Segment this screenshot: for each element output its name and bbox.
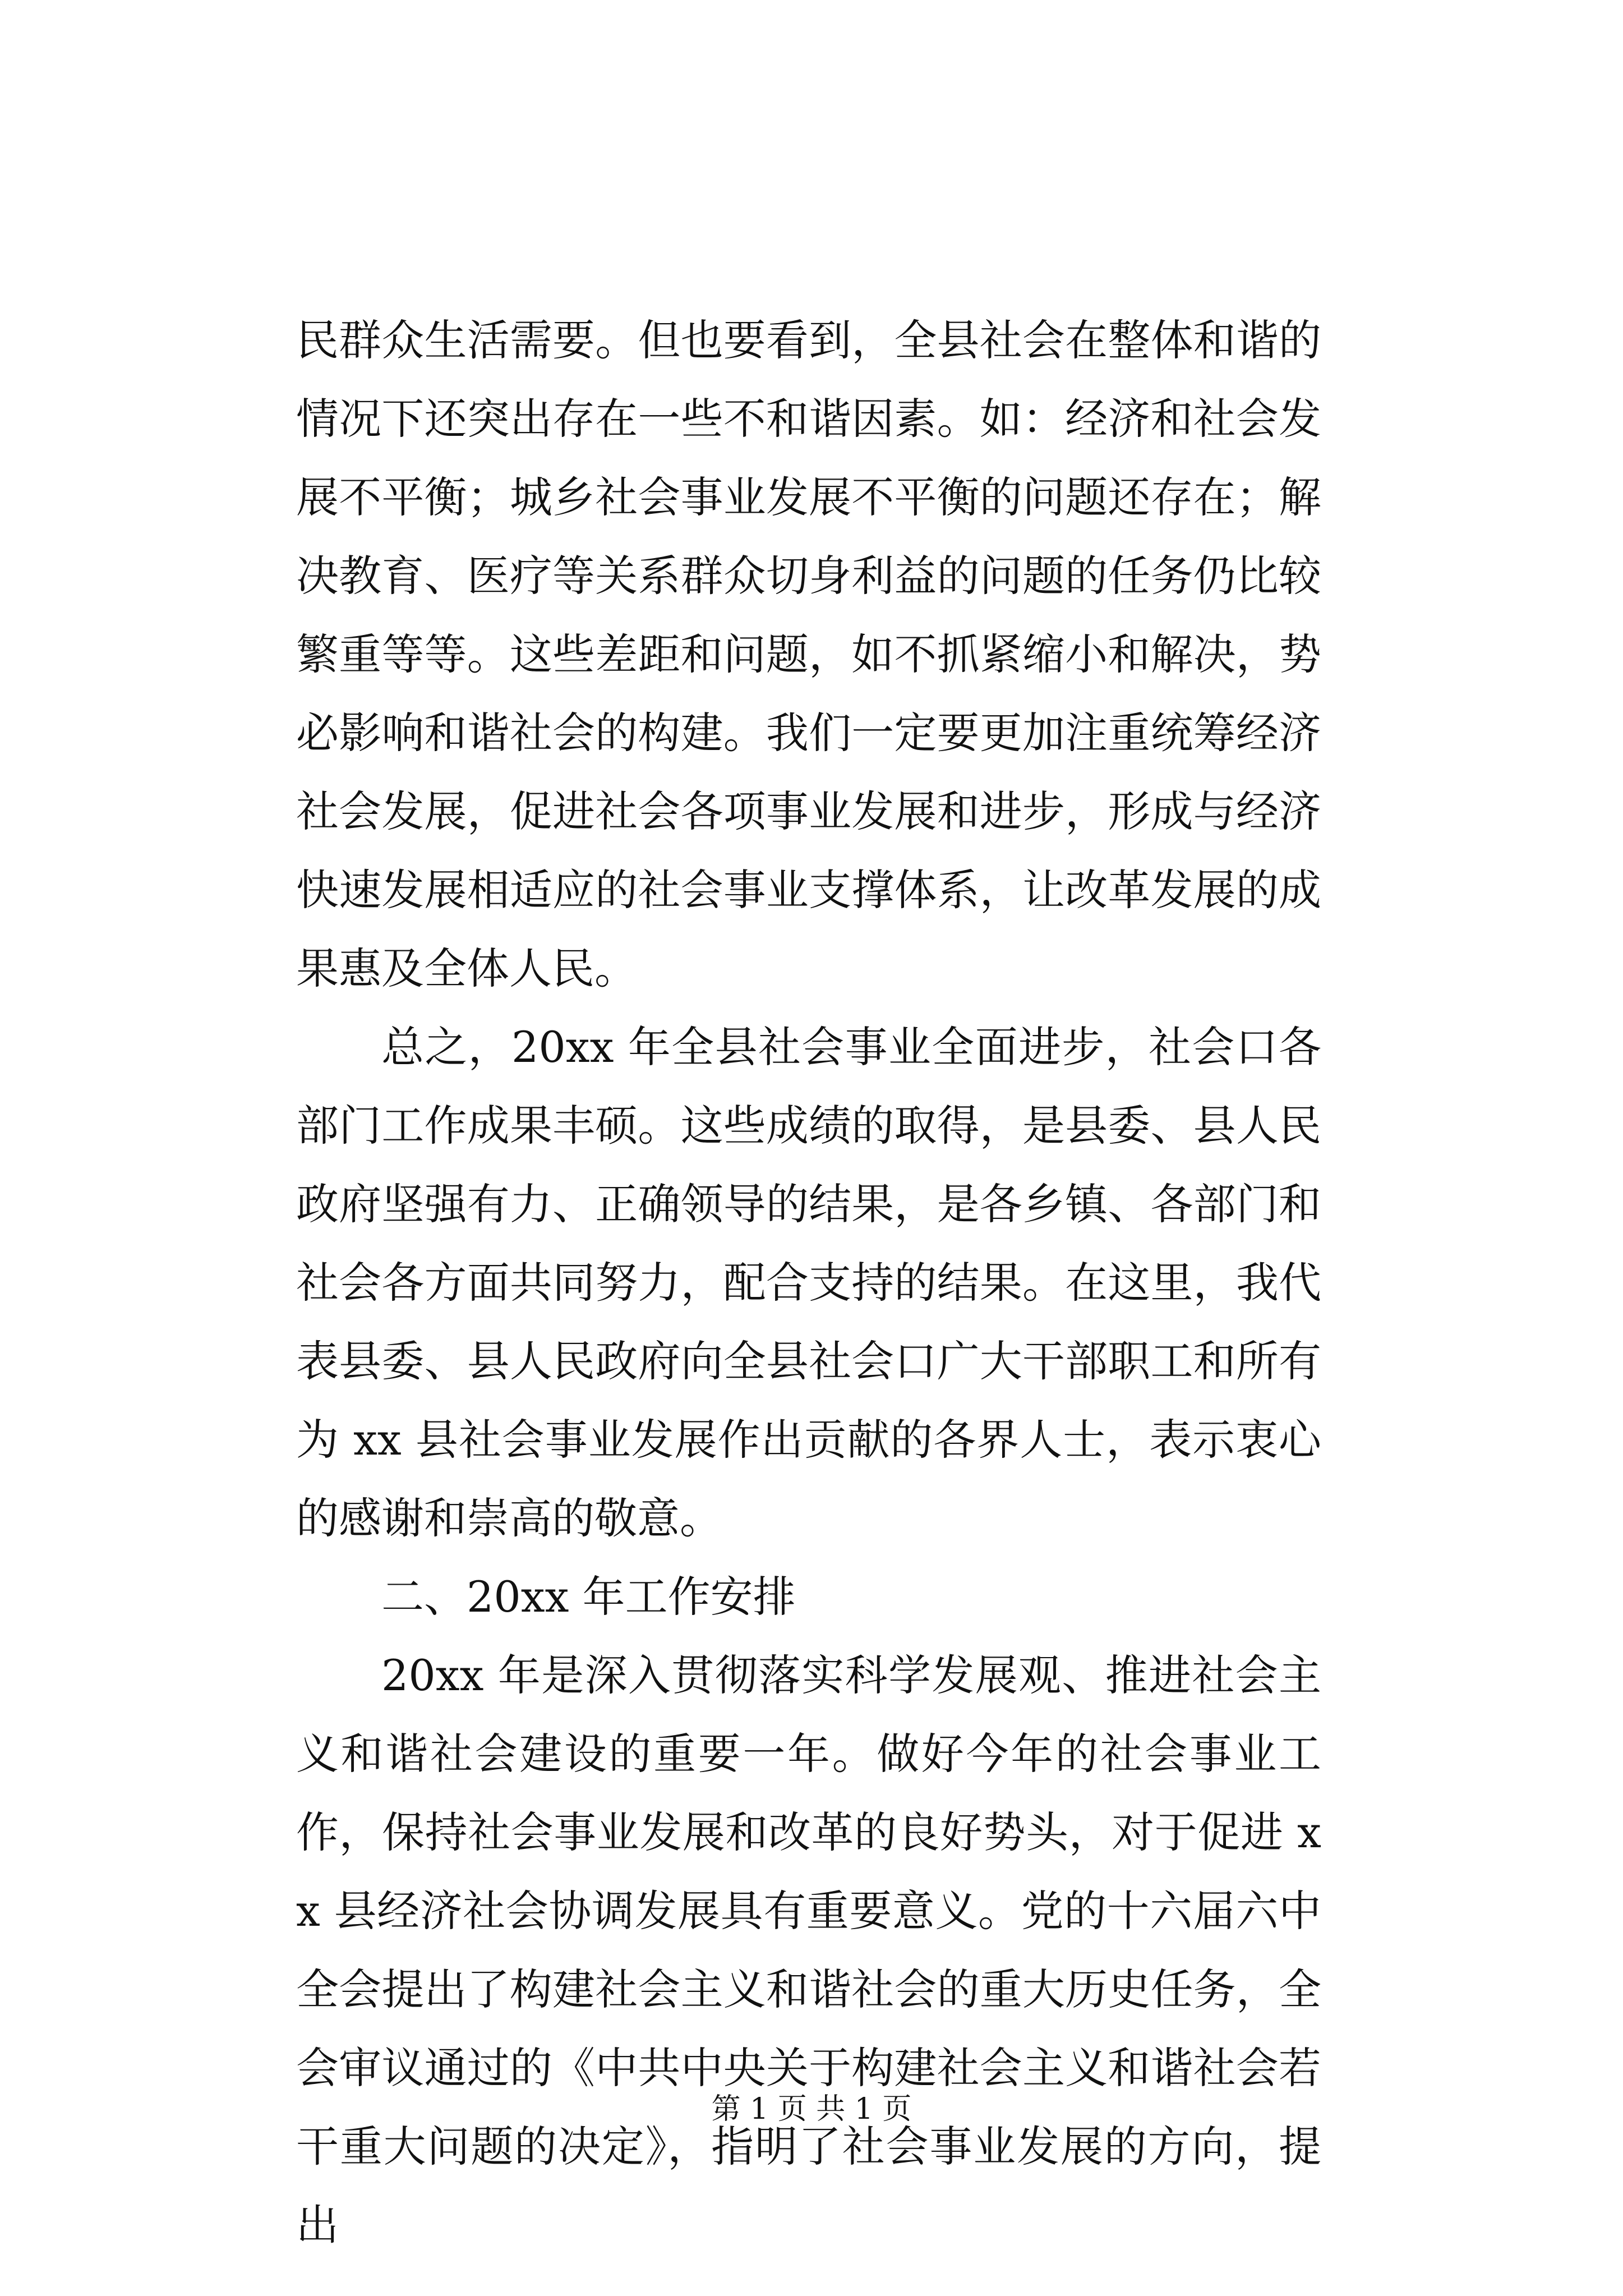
paragraph-4: 20xx 年是深入贯彻落实科学发展观、推进社会主义和谐社会建设的重要一年。做好今年的社会事业工作，保持社会事业发展和改革的良好势头，对于促进 xx 县经济社会协调发展具有重要意义。党的十六届六中全会提出了构建社会主义和谐社会的重大历史任务，全会审议通过的《中共中央关于构建社会主义和谐社会若干重大问题的决定》，指明了社会事业发展的方向，提出	[296, 1650, 1321, 2250]
paragraph-1: 民群众生活需要。但也要看到，全县社会在整体和谐的情况下还突出存在一些不和谐因素。如：经济和社会发展不平衡；城乡社会事业发展不平衡的问题还存在；解决教育、医疗等关系群众切身利益的问题的任务仍比较繁重等等。这些差距和问题，如不抓紧缩小和解决，势必影响和谐社会的构建。我们一定要更加注重统筹经济社会发展，促进社会各项事业发展和进步，形成与经济快速发展相适应的社会事业支撑体系，让改革发展的成果惠及全体人民。	[296, 315, 1321, 993]
page-footer: 第 1 页 共 1 页	[711, 2092, 912, 2126]
document-body	[296, 301, 1321, 2265]
section-heading: 二、20xx 年工作安排	[381, 1572, 796, 1622]
paragraph-2: 总之，20xx 年全县社会事业全面进步，社会口各部门工作成果丰硕。这些成绩的取得，是县委、县人民政府坚强有力、正确领导的结果，是各乡镇、各部门和社会各方面共同努力，配合支持的结果。在这里，我代表县委、县人民政府向全县社会口广大干部职工和所有为 xx 县社会事业发展作出贡献的各界人士，表示衷心的感谢和崇高的敬意。	[296, 1022, 1321, 1543]
